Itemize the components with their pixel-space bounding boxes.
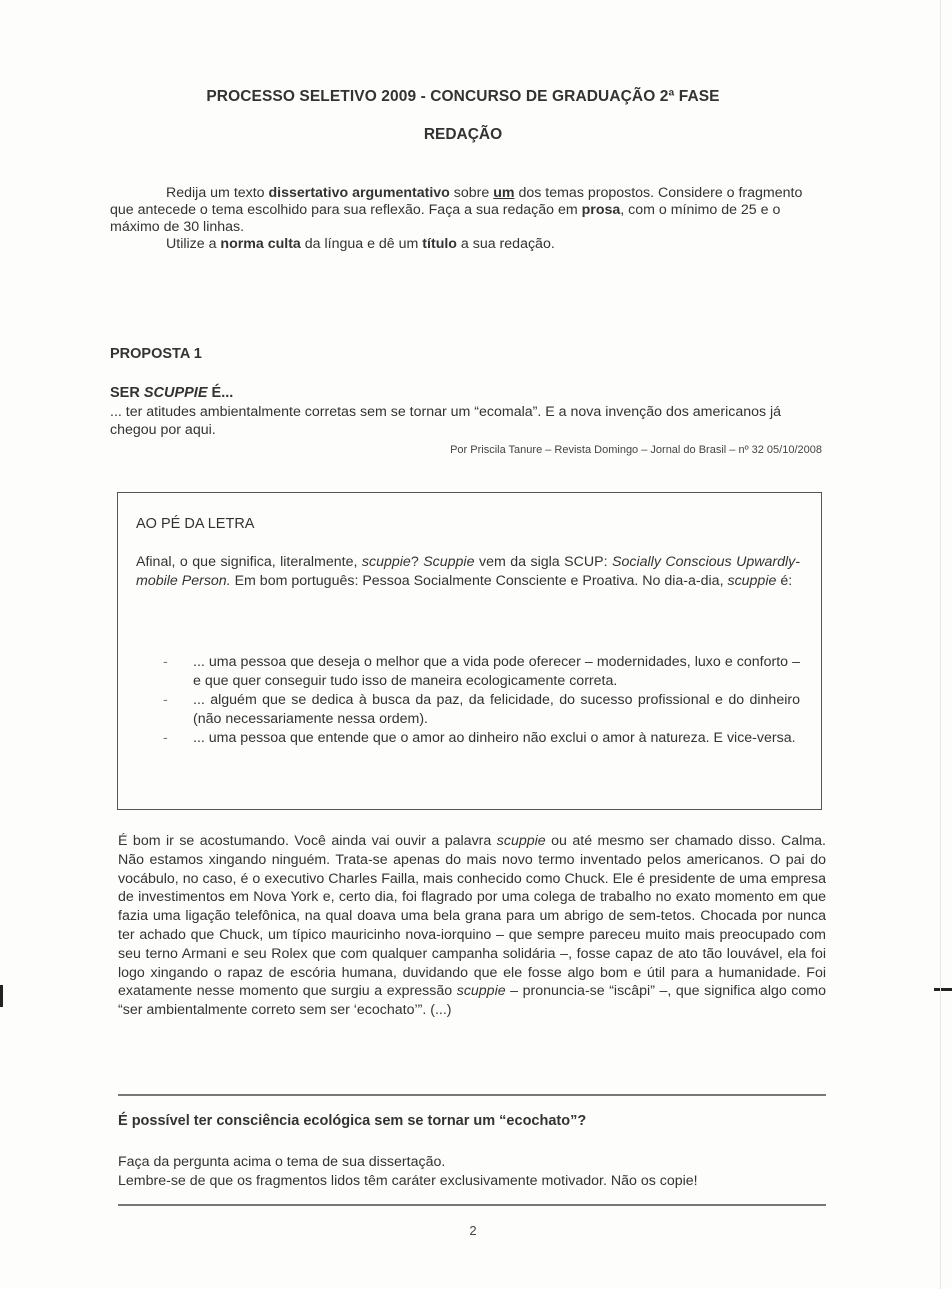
closing-instructions: Faça da pergunta acima o tema de sua dissertação. Lembre-se de que os fragmentos lidos têm caráter exclusivamente motivador. Não os copie! — [118, 1154, 698, 1189]
article-paragraph: É bom ir se acostumando. Você ainda vai ouvir a palavra scuppie ou até mesmo ser chamado disso. Calma. Não estamos xingando ninguém. Trata-se apenas do mais novo termo inventado pelos americanos. O pai do vocábulo, no caso, é o executivo Charles Failla, mais conhecido como Chuck. Ele é presidente de uma empresa de investimentos em Nova York e, certo dia, foi flagrado por uma colega de trabalho no exato momento em que fazia uma ligação telefônica, na qual doava uma bela grana para um abrigo de sem-tetos. Chocada por nunca ter achado que Chuck, um típico mauricinho nova-iorquino – que sempre pareceu muito mais preocupado com seu terno Armani e seu Rolex que com qualquer campanha solidária –, fosse capaz de ato tão louvável, ela foi logo xingando o rapaz de escória humana, duvidando que ele fosse algo bom e útil para a humanidade. Foi exatamente nesse momento que surgiu a expressão scuppie – pronuncia-se “iscâpi” –, que significa algo como “ser ambientalmente correto sem ser ‘ecochato’”. (...) — [118, 833, 827, 1019]
divider-top — [118, 1094, 826, 1096]
bullet-dash: - — [163, 692, 168, 708]
page-number: 2 — [469, 1223, 477, 1238]
divider-bottom — [118, 1204, 826, 1206]
definition-box — [117, 492, 822, 810]
bullet-dash: - — [163, 654, 168, 670]
scan-edge-mark-left — [0, 985, 3, 1007]
proposal-label: PROPOSTA 1 — [110, 346, 202, 362]
scan-edge-line — [940, 0, 941, 1289]
exam-subtitle: REDAÇÃO — [423, 126, 503, 143]
proposal-heading: SER SCUPPIE É... — [110, 385, 234, 401]
box-paragraph: Afinal, o que significa, literalmente, scuppie? Scuppie vem da sigla SCUP: Socially Conscious Upwardly-mobile Person. Em bom português: Pessoa Socialmente Consciente e Proativa. No dia-a-dia, scuppie é: — [136, 554, 800, 589]
instructions: Redija um texto dissertativo argumentativo sobre um dos temas propostos. Considere o fragmento que antecede o tema escolhido para sua reflexão. Faça a sua redação em prosa, com o mínimo de 25 e o máximo de 30 linhas. Utilize a norma culta da língua e dê um título a sua redação. — [110, 185, 803, 252]
proposal-text: ... ter atitudes ambientalmente corretas sem se tornar um “ecomala”. E a nova invenção dos americanos já chegou por aqui. — [110, 404, 782, 438]
essay-question: É possível ter consciência ecológica sem se tornar um “ecochato”? — [118, 1113, 587, 1129]
box-bullet-list — [160, 653, 800, 749]
list-item: - ... uma pessoa que entende que o amor ao dinheiro não exclui o amor à natureza. E vice-versa. — [163, 730, 796, 746]
scan-edge-mark-right — [934, 988, 952, 991]
proposal-source: Por Priscila Tanure – Revista Domingo – Jornal do Brasil – nº 32 05/10/2008 — [450, 444, 822, 456]
list-item: - ... alguém que se dedica à busca da paz, da felicidade, do sucesso profissional e do dinheiro (não necessariamente nessa ordem). — [163, 692, 800, 727]
exam-title: PROCESSO SELETIVO 2009 - CONCURSO DE GRADUAÇÃO 2ª FASE — [206, 88, 720, 105]
bullet-dash: - — [163, 730, 168, 746]
list-item: - ... uma pessoa que deseja o melhor que a vida pode oferecer – modernidades, luxo e conforto – e que quer conseguir tudo isso de maneira ecologicamente correta. — [163, 654, 800, 689]
box-title: AO PÉ DA LETRA — [136, 516, 255, 532]
